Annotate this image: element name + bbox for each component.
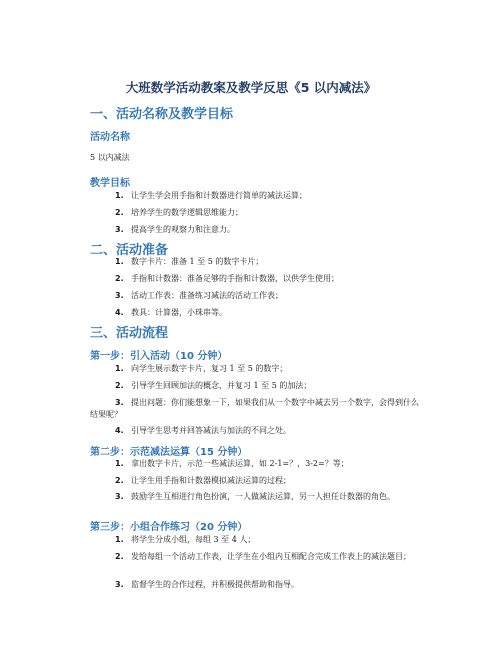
list-item [90,534,420,546]
list-item-text: 提高学生的观察力和注意力。 [131,225,235,234]
list-item-text: 手指和计数器：准备足够的手指和计数器，以供学生使用； [131,274,339,283]
list-item [90,307,420,319]
list-item-text: 拿出数字卡片，示范一些减法运算，如 2-1=？，3-2=？等； [131,459,349,468]
list-item-number: 2. [115,552,124,561]
list-item-number: 1. [115,535,124,544]
list-item [90,380,420,392]
subheading-activity-name: 活动名称 [90,132,130,143]
list-item-number: 2. [115,274,124,283]
list-item [90,190,420,202]
list-item-number: 4. [115,426,124,435]
list-item-number: 1. [115,257,124,266]
list-item-number: 3. [115,580,124,589]
list-item-number: 1. [115,364,124,373]
list-item-text: 提出问题：你们能想象一下，如果我们从一个数字中减去另一个数字，会得到什么结果呢？ [90,398,419,419]
list-item-number: 1. [115,191,124,200]
list-item-number: 3. [115,225,124,234]
section-heading-process: 三、活动流程 [90,326,169,341]
subheading-step-2: 第二步：示范减法运算（15 分钟） [90,447,248,458]
list-item-number: 4. [115,308,124,317]
subheading-step-1: 第一步：引入活动（10 分钟） [90,351,228,362]
list-item-number: 2. [115,208,124,217]
list-item [90,290,420,302]
list-item [90,224,420,236]
list-item-text: 发给每组一个活动工作表，让学生在小组内互相配合完成工作表上的减法题目； [131,552,411,561]
list-item-number: 3. [115,492,124,501]
list-item-text: 引导学生回顾加法的概念，并复习 1 至 5 的加法； [131,381,312,390]
list-item [90,475,420,487]
list-item [90,207,420,219]
list-item-text: 数字卡片：准备 1 至 5 的数字卡片； [131,257,264,266]
list-item-text: 培养学生的数学逻辑思维能力； [131,208,243,217]
subheading-goals: 教学目标 [90,178,130,189]
list-item [90,551,420,563]
section-heading-prep: 二、活动准备 [90,243,169,258]
list-item-text: 将学生分成小组，每组 3 至 4 人； [131,535,256,544]
list-item [90,458,420,470]
document-title: 大班数学活动教案及教学反思《5 以内减法》 [125,80,377,95]
list-item [90,491,420,503]
list-item [90,273,420,285]
list-item [90,579,420,591]
section-heading-activity: 一、活动名称及教学目标 [90,107,234,122]
list-item-text: 让学生用手指和计数器模拟减法运算的过程； [131,476,291,485]
list-item-text: 活动工作表：准备练习减法的活动工作表； [131,291,283,300]
list-item-number: 2. [115,476,124,485]
list-item [90,256,420,268]
list-item-text: 向学生展示数字卡片，复习 1 至 5 的数字； [131,364,288,373]
list-item-text: 教具：计算器，小珠串等。 [131,308,227,317]
list-item-number: 3. [115,398,124,407]
list-item-number: 1. [115,459,124,468]
list-item-number: 2. [115,381,124,390]
list-item [90,425,420,437]
list-item-text: 让学生学会用手指和计数器进行简单的减法运算； [131,191,307,200]
list-item-text: 引导学生思考并回答减法与加法的不同之处。 [131,426,291,435]
list-item-number: 3. [115,291,124,300]
subheading-step-3: 第三步：小组合作练习（20 分钟） [90,522,248,533]
list-item-text: 监督学生的合作过程，并积极提供帮助和指导。 [131,580,299,589]
list-item [90,363,420,375]
list-item-text: 鼓励学生互相进行角色扮演，一人做减法运算，另一人担任计数器的角色。 [131,492,395,501]
list-item [90,397,420,421]
activity-name-text: 5 以内减法 [90,153,130,162]
